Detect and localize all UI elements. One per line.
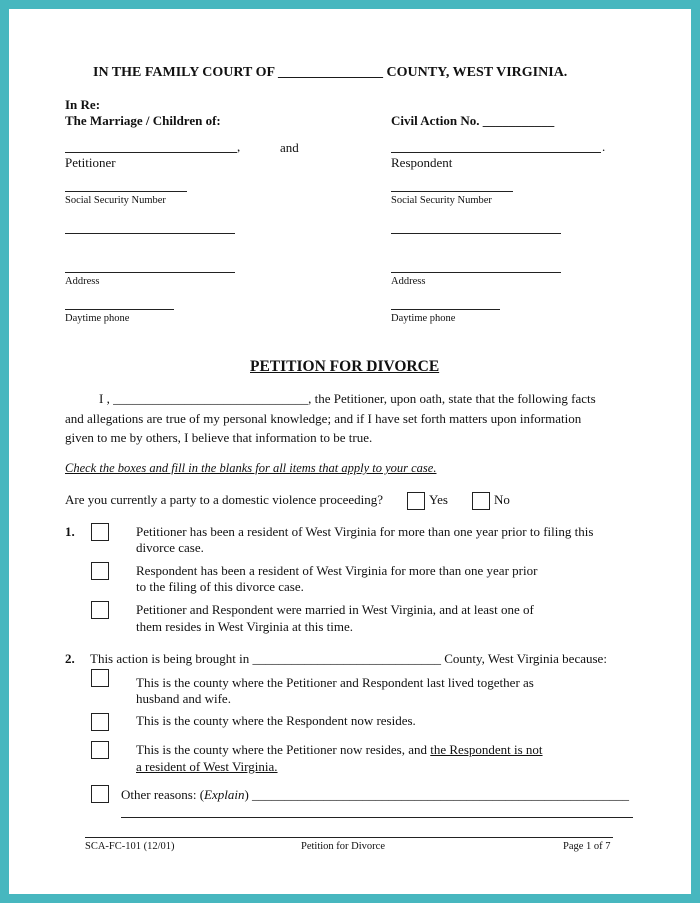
venue-last-lived-line-1: This is the county where the Petitioner and Respondent last lived together as: [136, 675, 534, 690]
footer-rule: [85, 837, 613, 838]
venue-respondent-resides-text: This is the county where the Respondent now resides.: [136, 713, 416, 728]
petitioner-phone-label: Daytime phone: [65, 313, 130, 324]
dv-question: Are you currently a party to a domestic violence proceeding?: [65, 492, 384, 507]
petitioner-phone-line[interactable]: [65, 309, 174, 310]
court-heading: IN THE FAMILY COURT OF _______________ COUNTY, WEST VIRGINIA.: [93, 65, 568, 80]
married-in-wv-checkbox[interactable]: [91, 601, 109, 619]
dv-yes-checkbox[interactable]: [407, 492, 425, 510]
other-reasons-suffix: ) __________________________________________________________: [244, 787, 630, 802]
and-label: and: [280, 140, 299, 155]
other-reasons-prefix: Other reasons: (: [121, 787, 205, 802]
residency-petitioner-checkbox[interactable]: [91, 523, 109, 541]
footer-form-title: Petition for Divorce: [301, 841, 385, 852]
dv-yes-label: Yes: [429, 492, 448, 507]
other-reasons-explain: Explain: [204, 787, 245, 802]
residency-petitioner-line-1: Petitioner has been a resident of West Virginia for more than one year prior to filing this: [136, 524, 594, 539]
venue-respondent-resides-checkbox[interactable]: [91, 713, 109, 731]
in-re-label: In Re:: [65, 97, 101, 112]
respondent-phone-label: Daytime phone: [391, 313, 456, 324]
venue-petitioner-resides-checkbox[interactable]: [91, 741, 109, 759]
residency-respondent-checkbox[interactable]: [91, 562, 109, 580]
venue-last-lived-line-2: husband and wife.: [136, 691, 231, 706]
petitioner-address-label: Address: [65, 276, 100, 287]
other-reasons-line: [121, 787, 629, 803]
venue-petitioner-resides-text-a: This is the county where the Petitioner now resides, and: [136, 742, 431, 757]
petitioner-address-line-1[interactable]: [65, 233, 235, 234]
civil-action-label: Civil Action No. ___________: [391, 113, 555, 128]
petitioner-name-line[interactable]: [65, 152, 237, 153]
footer-form-id: SCA-FC-101 (12/01): [85, 841, 175, 852]
marriage-children-label: The Marriage / Children of:: [65, 113, 221, 128]
petitioner-ssn-label: Social Security Number: [65, 195, 166, 206]
residency-respondent-line-1: Respondent has been a resident of West Virginia for more than one year prior: [136, 563, 538, 578]
residency-respondent-line-2: to the filing of this divorce case.: [136, 579, 304, 594]
married-in-wv-line-1: Petitioner and Respondent were married in West Virginia, and at least one of: [136, 602, 534, 617]
oath-line-3: given to me by others, I believe that information to be true.: [65, 430, 373, 445]
petition-title: PETITION FOR DIVORCE: [250, 358, 440, 375]
residency-petitioner-line-2: divorce case.: [136, 540, 204, 555]
document-page: [9, 9, 691, 894]
footer-page-number: Page 1 of 7: [563, 841, 611, 852]
respondent-ssn-label: Social Security Number: [391, 195, 492, 206]
respondent-ssn-line[interactable]: [391, 191, 513, 192]
married-in-wv-line-2: them resides in West Virginia at this time.: [136, 619, 353, 634]
section-2-number: 2.: [65, 651, 75, 666]
petitioner-ssn-line[interactable]: [65, 191, 187, 192]
respondent-address-label: Address: [391, 276, 426, 287]
oath-line-2: and allegations are true of my personal knowledge; and if I have set forth matters upon information: [65, 411, 582, 426]
section-1-number: 1.: [65, 524, 75, 539]
respondent-label: Respondent: [391, 155, 453, 170]
venue-petitioner-resides-text-b: the Respondent is not: [430, 742, 543, 757]
respondent-phone-line[interactable]: [391, 309, 500, 310]
venue-petitioner-resides-line-2: a resident of West Virginia.: [136, 759, 278, 774]
dv-no-checkbox[interactable]: [472, 492, 490, 510]
respondent-name-line[interactable]: [391, 152, 601, 153]
petitioner-address-line-2[interactable]: [65, 272, 235, 273]
petitioner-label: Petitioner: [65, 155, 116, 170]
respondent-address-line-2[interactable]: [391, 272, 561, 273]
venue-last-lived-checkbox[interactable]: [91, 669, 109, 687]
venue-petitioner-resides-line-1: [136, 742, 543, 758]
dv-no-label: No: [494, 492, 510, 507]
other-reasons-continuation-line[interactable]: [121, 817, 633, 818]
petitioner-comma: ,: [237, 139, 241, 154]
instructions: Check the boxes and fill in the blanks for all items that apply to your case.: [65, 461, 437, 475]
oath-line-1: I , ______________________________, the Petitioner, upon oath, state that the following facts: [99, 391, 596, 406]
respondent-address-line-1[interactable]: [391, 233, 561, 234]
other-reasons-checkbox[interactable]: [91, 785, 109, 803]
venue-intro: This action is being brought in _____________________________ County, West Virginia because:: [90, 651, 607, 666]
respondent-period: .: [602, 139, 606, 154]
